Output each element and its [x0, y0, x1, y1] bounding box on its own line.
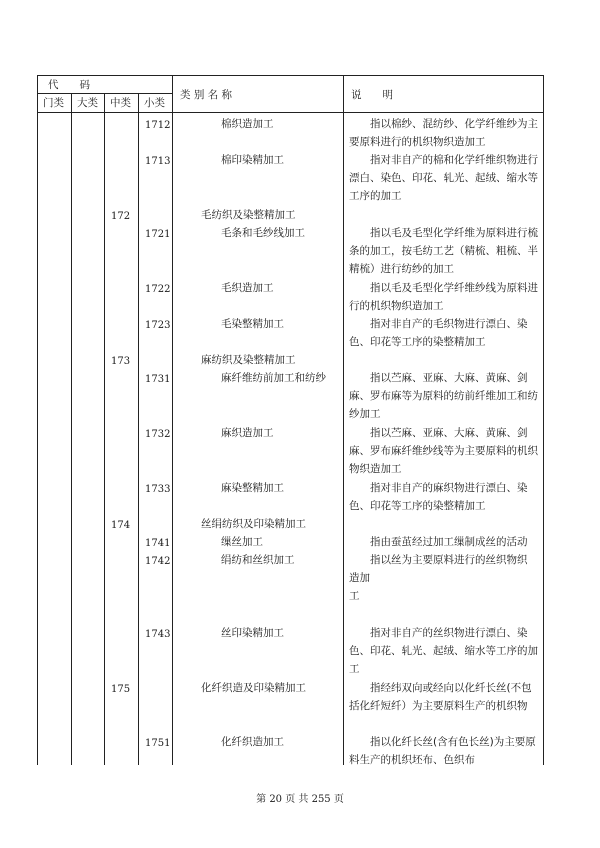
col-divider-xiao: [172, 75, 173, 765]
header-xiao: 小类: [144, 97, 165, 109]
category-name: 绢纺和丝织加工: [221, 554, 295, 566]
col-divider-men: [71, 93, 72, 765]
category-description: 指以毛及毛型化学纤维为原料进行梳条的加工，按毛纺工艺（精梳、粗梳、半精梳）进行纺纱的加工: [349, 227, 538, 275]
category-name: 麻染整精加工: [221, 482, 284, 494]
header-code: 代 码: [48, 79, 90, 91]
header-name: 类 别 名 称: [180, 89, 233, 101]
col-divider-da: [104, 93, 105, 765]
header-zhong: 中类: [110, 97, 131, 109]
xiao-code: 1743: [145, 629, 171, 640]
xiao-code: 1731: [145, 374, 171, 385]
category-name: 麻纤维纺前加工和纺纱: [221, 372, 326, 384]
category-description: 指对非自产的麻织物进行漂白、染色、印花等工序的染整精加工: [349, 482, 528, 512]
xiao-code: 1741: [145, 538, 171, 549]
xiao-code: 1721: [145, 229, 171, 240]
category-description: 指对非自产的毛织物进行漂白、染色、印花等工序的染整精加工: [349, 318, 528, 348]
category-description: 指以毛及毛型化学纤维纱线为原料进行的机织物织造加工: [349, 282, 538, 312]
col-divider-zhong: [138, 93, 139, 765]
category-name: 丝印染精加工: [221, 627, 284, 639]
xiao-code: 1712: [145, 120, 171, 131]
zhong-code: 172: [111, 211, 131, 222]
category-description: 指以苎麻、亚麻、大麻、黄麻、剑麻、罗布麻纤维纱线等为主要原料的机织物织造加工: [349, 427, 538, 475]
category-description: 指以棉纱、混纺纱、化学纤维纱为主要原料进行的机织物织造加工: [349, 118, 538, 148]
xiao-code: 1713: [145, 156, 171, 167]
category-description: 指以化纤长丝(含有色长丝)为主要原料生产的机织坯布、色织布: [349, 736, 536, 766]
xiao-code: 1751: [145, 738, 171, 749]
category-description: 指以苎麻、亚麻、大麻、黄麻、剑麻、罗布麻等为原料的纺前纤维加工和纺纱加工: [349, 372, 538, 420]
page-number-footer: 第 20 页 共 255 页: [256, 794, 344, 805]
category-description: 指经纬双向或经向以化纤长丝(不包括化纤短纤）为主要原料生产的机织物: [349, 682, 532, 712]
xiao-code: 1723: [145, 320, 171, 331]
zhong-code: 174: [111, 520, 131, 531]
zhong-code: 175: [111, 684, 131, 695]
zhong-code: 173: [111, 356, 131, 367]
category-name: 化纤织造加工: [221, 736, 284, 748]
table-left-border: [37, 75, 38, 765]
header-desc: 说 明: [351, 89, 393, 101]
category-name: 缫丝加工: [221, 536, 263, 548]
header-men: 门类: [43, 97, 64, 109]
category-description-continued: 工: [349, 590, 360, 602]
category-name: 麻纺织及染整精加工: [201, 354, 296, 366]
category-name: 毛织造加工: [221, 282, 274, 294]
category-name: 麻织造加工: [221, 427, 274, 439]
category-name: 毛条和毛纱线加工: [221, 227, 305, 239]
category-description: 指对非自产的棉和化学纤维织物进行漂白、染色、印花、轧光、起绒、缩水等工序的加工: [349, 154, 538, 202]
xiao-code: 1722: [145, 284, 171, 295]
category-name: 毛纺织及染整精加工: [201, 209, 296, 221]
category-name: 棉印染精加工: [221, 154, 284, 166]
col-divider-name: [343, 75, 344, 765]
xiao-code: 1733: [145, 484, 171, 495]
xiao-code: 1742: [145, 556, 171, 567]
category-description-continued: 造加: [349, 572, 370, 584]
table-top-border: [37, 75, 543, 76]
table-right-border: [543, 75, 544, 765]
category-description: 指由蚕茧经过加工缫制成丝的活动: [370, 536, 528, 548]
header-da: 大类: [77, 97, 98, 109]
category-description: 指对非自产的丝织物进行漂白、染色、印花、轧光、起绒、缩水等工序的加工: [349, 627, 538, 675]
category-name: 棉织造加工: [221, 118, 274, 130]
category-name: 毛染整精加工: [221, 318, 284, 330]
xiao-code: 1732: [145, 429, 171, 440]
category-name: 丝绢纺织及印染精加工: [201, 518, 306, 530]
category-description: 指以丝为主要原料进行的丝织物织: [370, 554, 528, 566]
header-bottom-border: [37, 112, 543, 113]
category-name: 化纤织造及印染精加工: [201, 682, 306, 694]
